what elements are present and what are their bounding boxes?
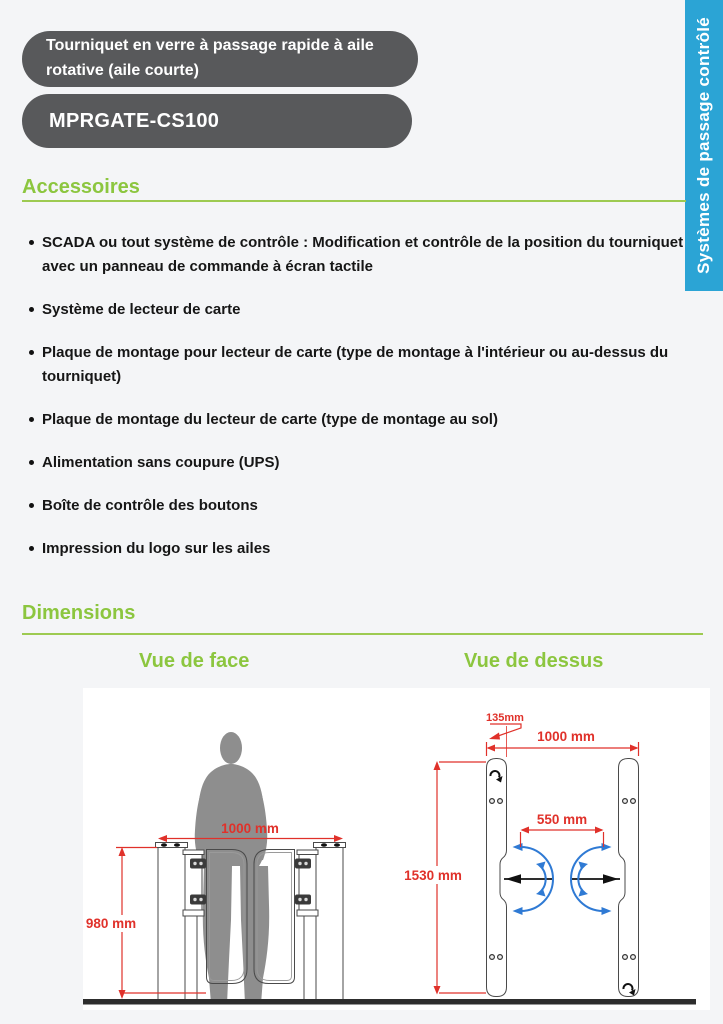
top-view-label: Vue de dessus	[464, 650, 604, 672]
front-width-dimension	[158, 821, 343, 842]
accessories-list	[22, 231, 684, 580]
person-silhouette	[195, 732, 269, 1004]
front-width-value: 1000 mm	[221, 821, 279, 836]
dimensions-underline	[22, 633, 703, 635]
top-passage-width-dimension	[521, 812, 604, 847]
product-title: Tourniquet en verre à passage rapide à aile rotative (aile courte)	[46, 37, 374, 79]
top-passage-width-value: 550 mm	[536, 812, 588, 827]
front-view-label: Vue de face	[139, 650, 250, 672]
accessories-underline	[22, 200, 686, 202]
front-height-value: 980 mm	[85, 916, 137, 931]
dimensions-heading: Dimensions	[22, 602, 136, 624]
accessories-heading: Accessoires	[22, 176, 140, 198]
top-length-value: 1530 mm	[404, 868, 462, 883]
top-cabinet-width-dimension	[486, 712, 524, 757]
accessory-item: Boîte de contrôle des boutons	[22, 494, 684, 518]
model-pill	[22, 94, 412, 148]
top-total-width-value: 1000 mm	[537, 729, 595, 744]
accessory-item: Plaque de montage pour lecteur de carte (type de montage à l'intérieur ou au-dessus du tourniquet)	[22, 341, 684, 389]
ground-line	[83, 999, 696, 1005]
accessory-item: SCADA ou tout système de contrôle : Modification et contrôle de la position du tourniquet avec un panneau de commande à écran tactile	[22, 231, 684, 279]
top-view-cabinets	[487, 759, 639, 997]
cabinet-width-value: 135mm	[486, 712, 524, 724]
category-side-tab	[685, 0, 723, 291]
accessory-item: Système de lecteur de carte	[22, 298, 684, 322]
accessory-item: Alimentation sans coupure (UPS)	[22, 451, 684, 475]
top-view-wing-arrows	[504, 874, 620, 883]
accessory-item: Plaque de montage du lecteur de carte (type de montage au sol)	[22, 408, 684, 432]
dimension-diagram	[83, 688, 710, 1010]
top-total-width-dimension	[487, 729, 639, 756]
accessory-item: Impression du logo sur les ailes	[22, 537, 684, 561]
category-side-tab-label: Systèmes de passage contrôlé	[694, 17, 713, 274]
top-length-dimension	[400, 761, 486, 995]
product-title-pill	[22, 31, 418, 87]
model-code: MPRGATE-CS100	[49, 109, 220, 132]
